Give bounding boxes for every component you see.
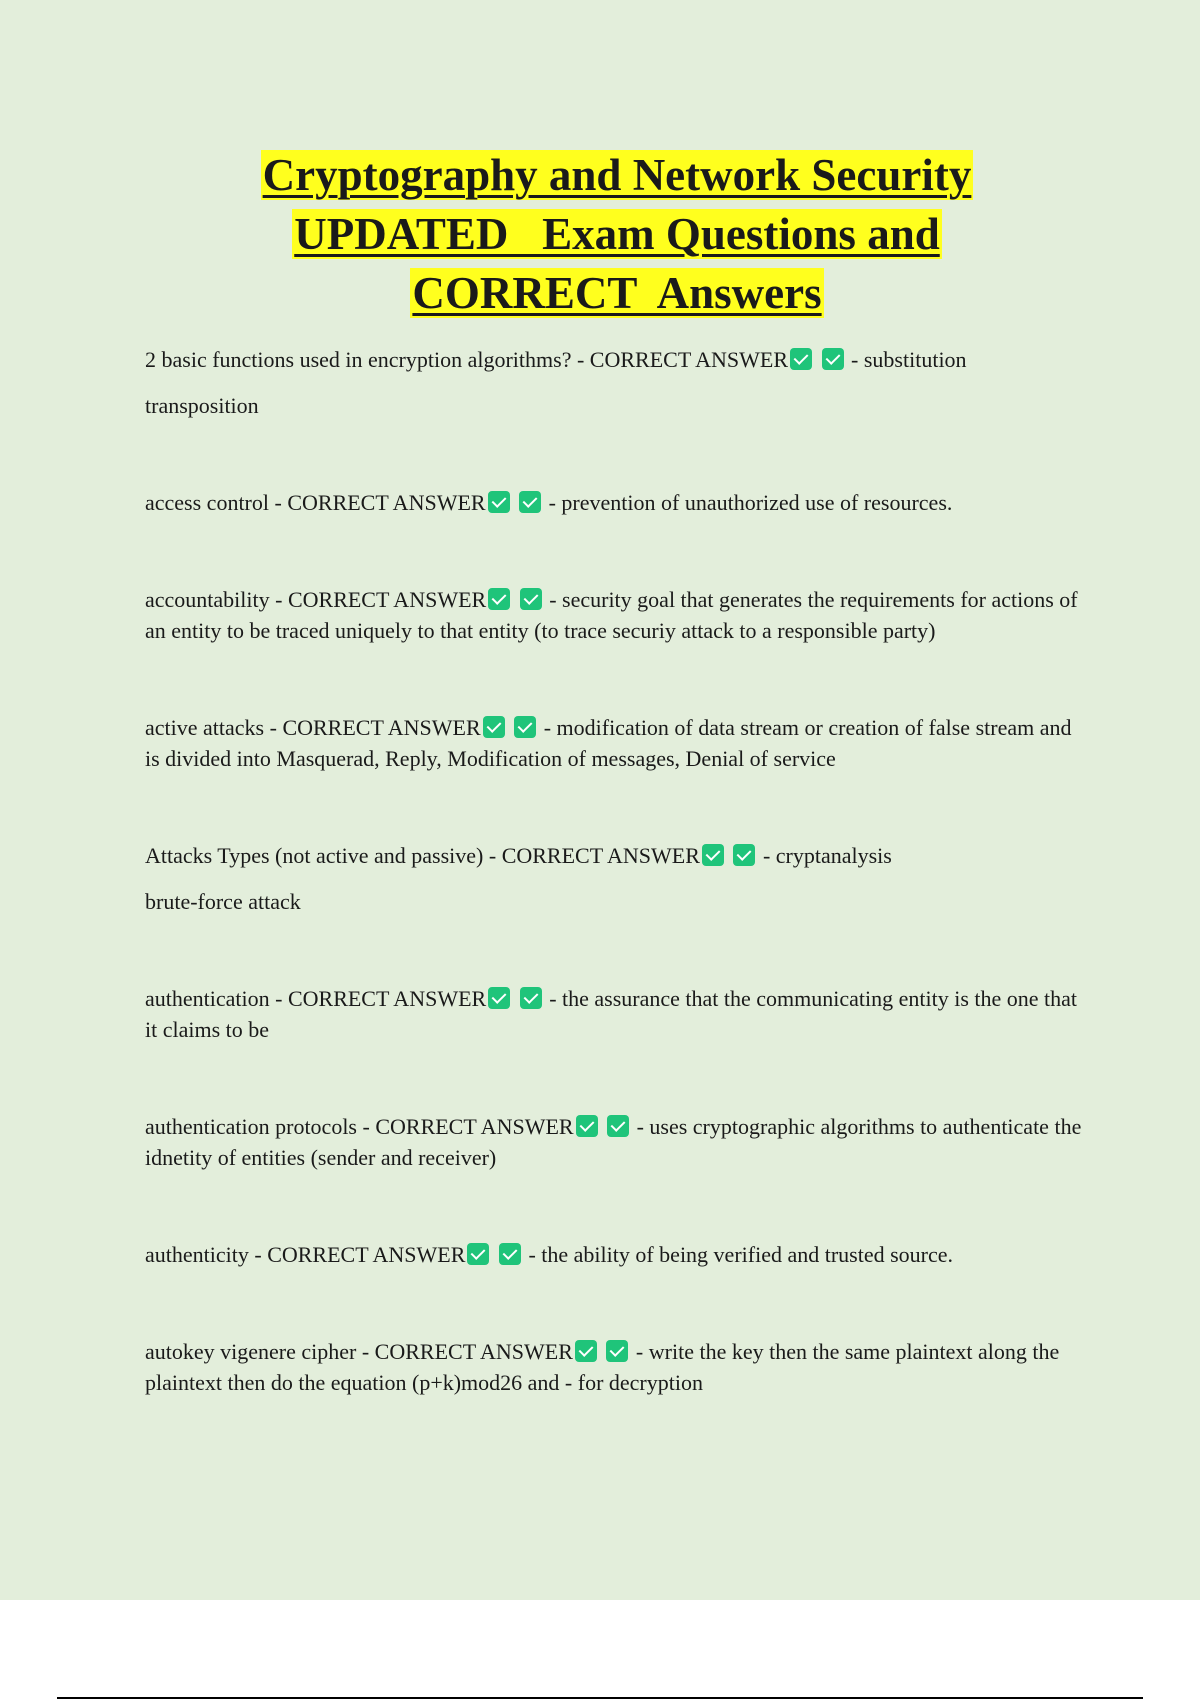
correct-answer-label: CORRECT ANSWER	[374, 1339, 573, 1364]
check-mark-icon	[520, 588, 542, 610]
check-mark-icon	[702, 844, 724, 866]
qa-entry: 2 basic functions used in encryption algorithms? - CORRECT ANSWER - substitution transposition	[145, 344, 1090, 421]
correct-answer-label: CORRECT ANSWER	[375, 1114, 574, 1139]
check-mark-icon	[519, 491, 541, 513]
title-line-1: Cryptography and Network Security	[262, 150, 972, 200]
check-mark-icon	[488, 987, 510, 1009]
qa-entry: authentication - CORRECT ANSWER - the assurance that the communicating entity is the one that it claims to be	[145, 986, 1078, 1042]
entry-answer-continued: transposition	[145, 393, 259, 418]
entry-term: Attacks Types (not active and passive)	[145, 843, 484, 868]
title-line-3: CORRECT Answers	[412, 268, 822, 318]
entry-term: access control	[145, 490, 269, 515]
check-mark-icon	[575, 1340, 597, 1362]
footer-divider	[57, 1697, 1143, 1699]
correct-answer-label: CORRECT ANSWER	[287, 490, 486, 515]
qa-entry: access control - CORRECT ANSWER - prevention of unauthorized use of resources.	[145, 490, 953, 515]
entry-term: authentication	[145, 986, 270, 1011]
qa-entry: accountability - CORRECT ANSWER - security goal that generates the requirements for actions of an entity to be traced uniquely to that entity (to trace securiy attack to a responsible party)	[145, 587, 1078, 643]
check-mark-icon	[520, 987, 542, 1009]
entry-answer-continued: brute-force attack	[145, 889, 301, 914]
correct-answer-label: CORRECT ANSWER	[282, 715, 481, 740]
entry-answer: the ability of being verified and trusted source.	[541, 1242, 954, 1267]
correct-answer-label: CORRECT ANSWER	[267, 1242, 466, 1267]
entry-term: accountability	[145, 587, 270, 612]
check-mark-icon	[822, 348, 844, 370]
correct-answer-label: CORRECT ANSWER	[501, 843, 700, 868]
entry-answer: modification of data stream or creation of false stream and is divided into Masquerad, Reply, Modification of messages, Denial of service	[145, 715, 1072, 771]
document-title	[0, 146, 1200, 323]
check-mark-icon	[514, 716, 536, 738]
check-mark-icon	[488, 491, 510, 513]
qa-entry: authenticity - CORRECT ANSWER - the ability of being verified and trusted source.	[145, 1242, 954, 1267]
entry-answer: uses cryptographic algorithms to authenticate the idnetity of entities (sender and receiver)	[145, 1114, 1082, 1170]
check-mark-icon	[606, 1340, 628, 1362]
entry-term: active attacks	[145, 715, 265, 740]
entry-answer: cryptanalysis	[775, 843, 892, 868]
entry-answer: substitution	[863, 347, 967, 372]
check-mark-icon	[499, 1243, 521, 1265]
check-mark-icon	[790, 348, 812, 370]
qa-entry: active attacks - CORRECT ANSWER - modification of data stream or creation of false stream and is divided into Masquerad, Reply, Modification of messages, Denial of service	[145, 715, 1072, 771]
check-mark-icon	[733, 844, 755, 866]
qa-entry: autokey vigenere cipher - CORRECT ANSWER - write the key then the same plaintext along the plaintext then do the equation (p+k)mod26 and - for decryption	[145, 1339, 1060, 1395]
entry-term: authenticity	[145, 1242, 249, 1267]
title-line-2: UPDATED Exam Questions and	[294, 209, 940, 259]
check-mark-icon	[488, 588, 510, 610]
check-mark-icon	[483, 716, 505, 738]
entry-term: authentication protocols	[145, 1114, 357, 1139]
entry-answer: the assurance that the communicating entity is the one that it claims to be	[145, 986, 1078, 1042]
check-mark-icon	[607, 1115, 629, 1137]
correct-answer-label: CORRECT ANSWER	[589, 347, 789, 372]
qa-entry: Attacks Types (not active and passive) - CORRECT ANSWER - cryptanalysis brute-force attack	[145, 840, 1090, 917]
entry-answer: security goal that generates the requirements for actions of an entity to be traced uniquely to that entity (to trace securiy attack to a responsible party)	[145, 587, 1078, 643]
qa-list	[145, 344, 1090, 1464]
entry-answer: write the key then the same plaintext along the plaintext then do the equation (p+k)mod26 and - for decryption	[145, 1339, 1060, 1395]
qa-entry: authentication protocols - CORRECT ANSWER - uses cryptographic algorithms to authenticate the idnetity of entities (sender and receiver)	[145, 1114, 1082, 1170]
check-mark-icon	[467, 1243, 489, 1265]
correct-answer-label: CORRECT ANSWER	[287, 986, 487, 1011]
entry-term: autokey vigenere cipher	[145, 1339, 357, 1364]
entry-term: 2 basic functions used in encryption algorithms?	[145, 347, 572, 372]
correct-answer-label: CORRECT ANSWER	[287, 587, 487, 612]
entry-answer: prevention of unauthorized use of resources.	[561, 490, 953, 515]
check-mark-icon	[576, 1115, 598, 1137]
